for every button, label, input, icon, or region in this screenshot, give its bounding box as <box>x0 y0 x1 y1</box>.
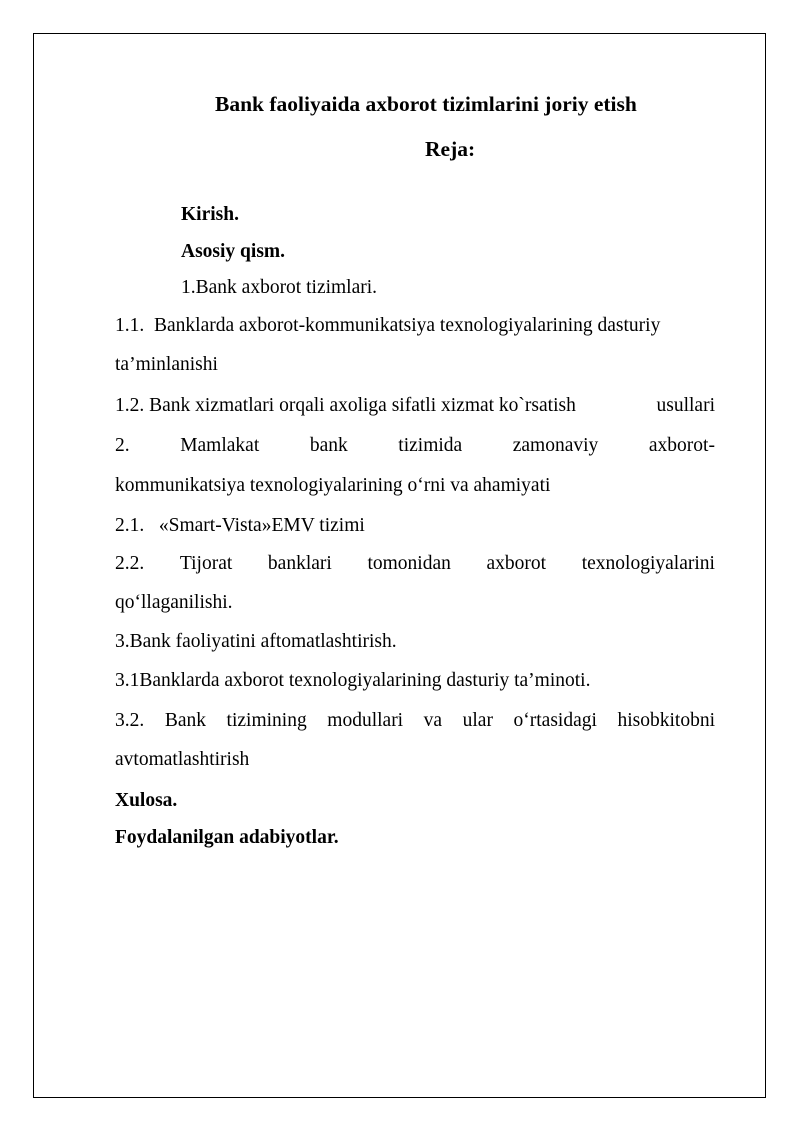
toc-item-2-2-word: 2.2. <box>115 553 145 574</box>
toc-item-2-2-word: tomonidan <box>367 553 451 574</box>
references-heading: Foydalanilgan adabiyotlar. <box>115 827 339 848</box>
toc-item-3-2-line1 <box>115 709 715 733</box>
toc-item-2-2-line1 <box>115 552 715 576</box>
toc-item-3-2-word: 3.2. <box>115 710 145 731</box>
toc-item-2-line1 <box>115 434 715 458</box>
toc-item-1-2 <box>115 394 715 418</box>
toc-item-2-word: axborot- <box>648 435 715 456</box>
toc-item-1-2-end: usullari <box>656 395 715 416</box>
toc-item-2-word: tizimida <box>398 435 463 456</box>
toc-item-3-2-line2: avtomatlashtirish <box>115 749 250 770</box>
toc-item-2-2-word: axborot <box>486 553 547 574</box>
toc-item-1-2-text: 1.2. Bank xizmatlari orqali axoliga sifatli xizmat ko`rsatish <box>115 395 576 416</box>
toc-item-2-2-line2: qo‘llaganilishi. <box>115 592 233 613</box>
toc-item-2-2-word: texnologiyalarini <box>581 553 715 574</box>
toc-item-2-2-word: banklari <box>267 553 332 574</box>
toc-item-3-2-word: Bank <box>164 710 206 731</box>
toc-item-2-word: bank <box>309 435 348 456</box>
toc-item-2-word: 2. <box>115 435 130 456</box>
main-part-heading: Asosiy qism. <box>181 241 286 262</box>
toc-item-3-2-word: o‘rtasidagi <box>513 710 597 731</box>
toc-item-3-2-word: va <box>423 710 443 731</box>
toc-item-3: 3.Bank faoliyatini aftomatlashtirish. <box>115 631 397 652</box>
plan-heading: Reja: <box>425 137 476 161</box>
toc-item-2-line2: kommunikatsiya texnologiyalarining o‘rni va ahamiyati <box>115 475 551 496</box>
toc-item-3-1: 3.1Banklarda axborot texnologiyalarining dasturiy ta’minoti. <box>115 670 591 691</box>
toc-item-3-2-word: ular <box>462 710 493 731</box>
toc-item-2-2-word: Tijorat <box>179 553 233 574</box>
toc-item-3-2-word: hisobkitobni <box>617 710 715 731</box>
toc-item-2-word: Mamlakat <box>180 435 260 456</box>
toc-item-1-1-text: 1.1. Banklarda axborot-kommunikatsiya texnologiyalarining dasturiy <box>115 315 661 336</box>
toc-item-2-1: 2.1. «Smart-Vista»EMV tizimi <box>115 515 365 536</box>
toc-item-3-2-word: modullari <box>327 710 404 731</box>
intro-heading: Kirish. <box>181 204 239 225</box>
conclusion-heading: Xulosa. <box>115 790 178 811</box>
toc-item-1-1-line1 <box>115 314 715 338</box>
document-title: Bank faoliyaida axborot tizimlarini joriy etish <box>215 92 637 116</box>
toc-item-1: 1.Bank axborot tizimlari. <box>181 277 378 298</box>
toc-item-2-word: zamonaviy <box>512 435 599 456</box>
toc-item-3-2-word: tizimining <box>226 710 307 731</box>
toc-item-1-1-line2: ta’minlanishi <box>115 354 218 375</box>
